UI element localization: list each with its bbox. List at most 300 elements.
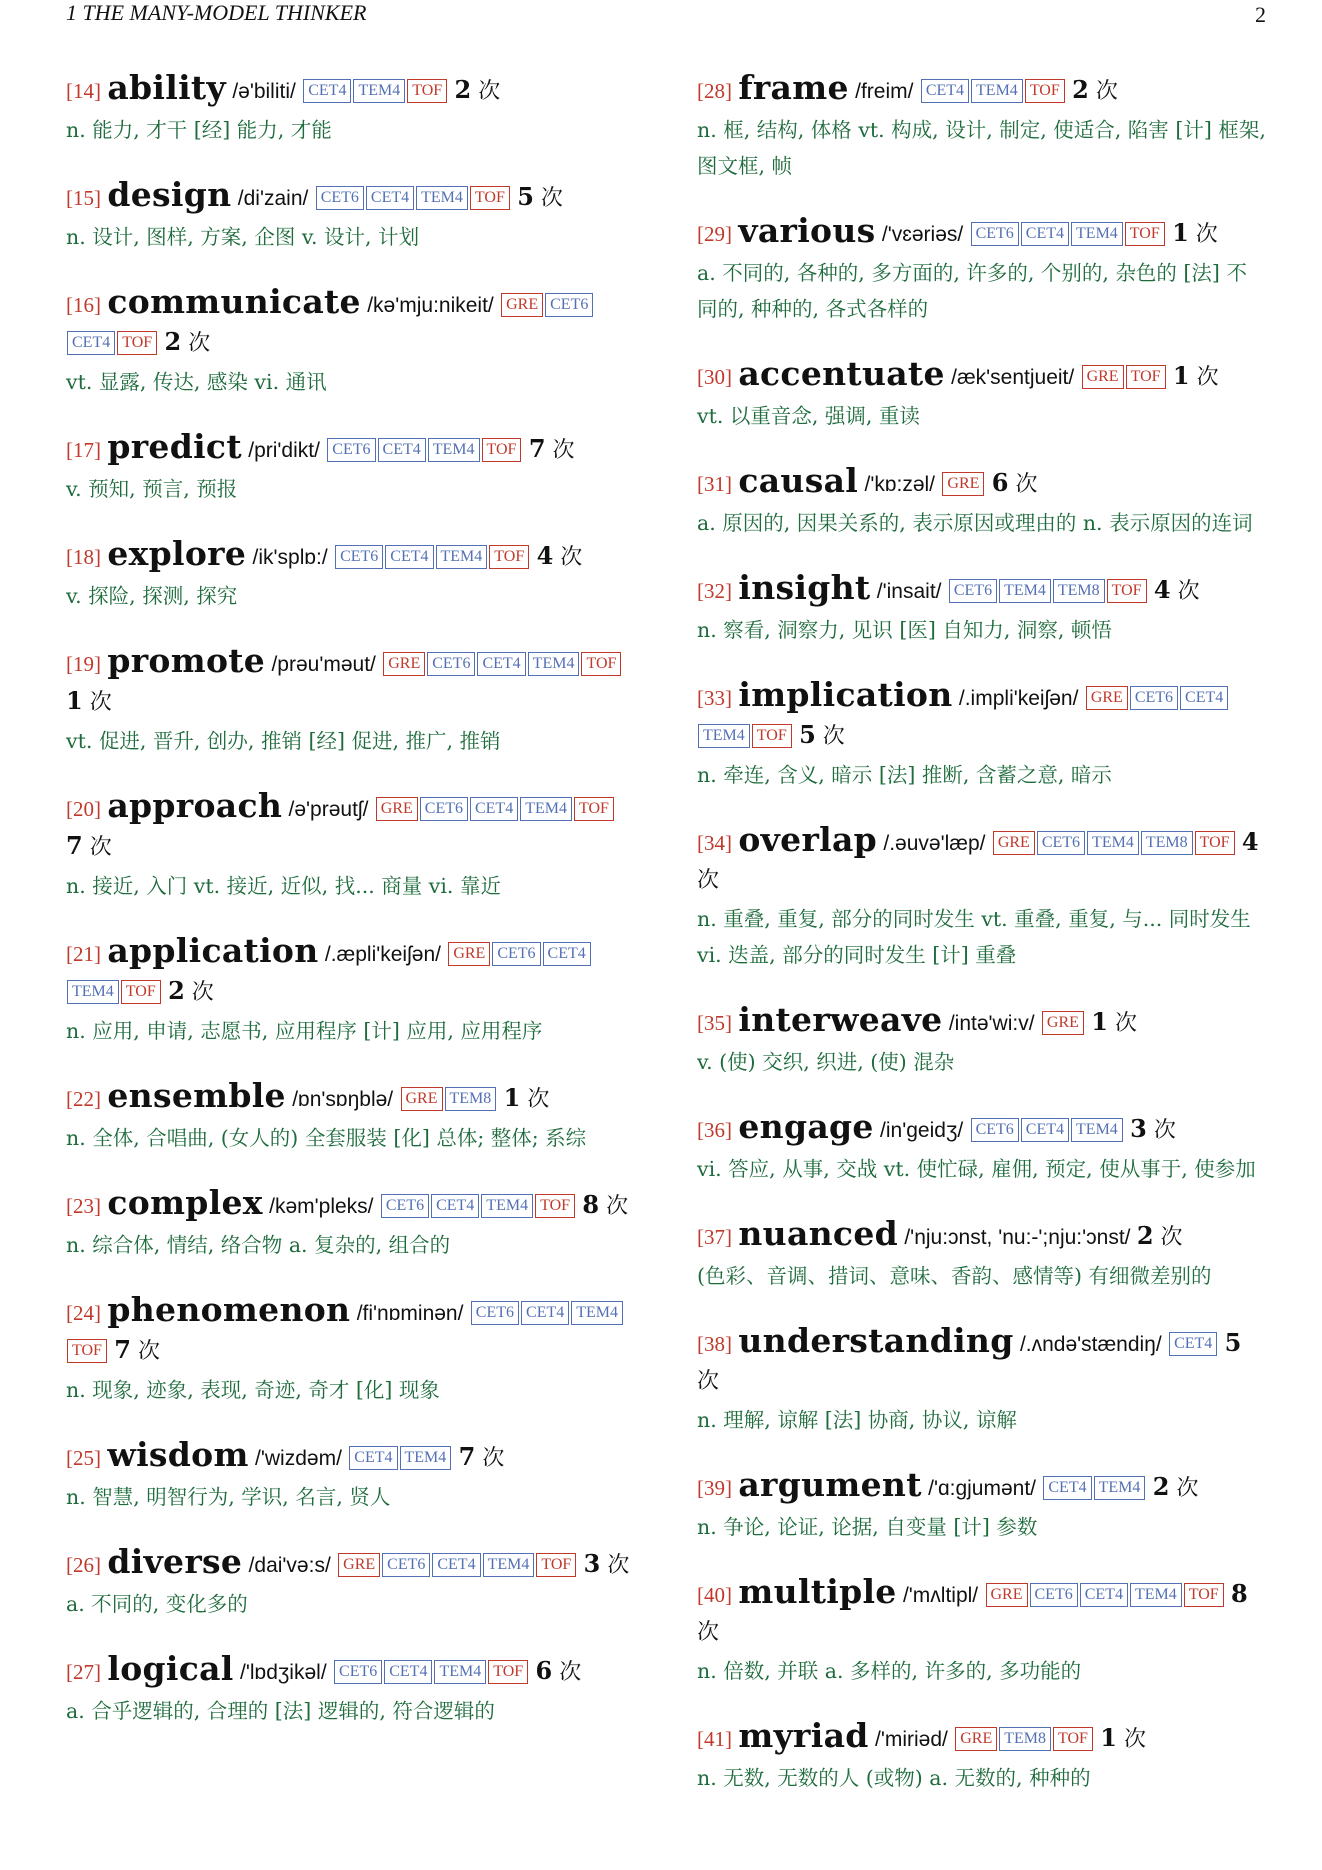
exam-tag: TOF — [117, 331, 157, 355]
entry-index: [36] — [697, 1118, 732, 1142]
frequency — [1153, 575, 1200, 604]
frequency-unit: 次 — [482, 1446, 505, 1471]
exam-tag: TEM4 — [971, 79, 1023, 103]
entry-headline — [66, 284, 636, 362]
entry-headline — [697, 1467, 1267, 1507]
entry-headline — [697, 1216, 1267, 1256]
frequency-unit: 次 — [697, 1620, 720, 1645]
headword: myriad — [738, 1716, 869, 1755]
phonetic: /prəu'məut/ — [271, 653, 376, 676]
frequency-unit: 次 — [540, 186, 563, 211]
exam-tag: TEM4 — [520, 797, 572, 821]
definition: n. 设计, 图样, 方案, 企图 v. 设计, 计划 — [66, 225, 420, 249]
frequency — [536, 541, 583, 570]
frequency-count: 7 — [528, 434, 546, 463]
vocab-entry — [66, 1292, 636, 1408]
frequency — [114, 1335, 161, 1364]
exam-tag: TOF — [1125, 222, 1165, 246]
definition: n. 综合体, 情结, 络合物 a. 复杂的, 组合的 — [66, 1233, 451, 1257]
phonetic: /in'geidʒ/ — [880, 1119, 964, 1142]
frequency-unit: 次 — [1124, 1727, 1147, 1752]
frequency-count: 5 — [799, 720, 816, 749]
definition: (色彩、音调、措词、意味、香韵、感情等) 有细微差别的 — [697, 1264, 1212, 1288]
exam-tag: GRE — [1082, 365, 1124, 389]
headword: argument — [738, 1465, 922, 1504]
frequency-count: 7 — [458, 1442, 476, 1471]
exam-tag: GRE — [401, 1087, 443, 1111]
exam-tag: CET6 — [427, 652, 475, 676]
entry-index: [41] — [697, 1727, 732, 1751]
frequency-count: 8 — [582, 1190, 600, 1219]
entry-headline — [66, 1078, 636, 1118]
frequency-count: 1 — [1100, 1723, 1117, 1752]
definition: n. 重叠, 重复, 部分的同时发生 vt. 重叠, 重复, 与... 同时发生 vi. 迭盖, 部分的同时发生 [计] 重叠 — [697, 907, 1251, 967]
frequency-count: 8 — [1231, 1579, 1248, 1608]
exam-tag: GRE — [376, 797, 418, 821]
entry-index: [31] — [697, 472, 732, 496]
exam-tag: CET6 — [545, 293, 593, 317]
entry-headline — [66, 1292, 636, 1370]
exam-tag: TEM4 — [1130, 1583, 1182, 1607]
exam-tag: GRE — [955, 1727, 997, 1751]
exam-tag: TOF — [1107, 579, 1147, 603]
phonetic: /.impli'keiʃən/ — [958, 687, 1079, 710]
exam-tag: CET6 — [316, 186, 364, 210]
phonetic: /.ʌndə'stændiŋ/ — [1019, 1333, 1162, 1356]
exam-tag: CET6 — [382, 1553, 430, 1577]
entry-headline — [66, 788, 636, 866]
definition: n. 理解, 谅解 [法] 协商, 协议, 谅解 — [697, 1408, 1017, 1432]
frequency-unit: 次 — [1196, 365, 1219, 390]
exam-tag: TEM4 — [528, 652, 580, 676]
frequency-unit: 次 — [822, 724, 845, 749]
entry-headline — [697, 1323, 1267, 1400]
vocab-entry — [66, 643, 636, 759]
exam-tag: GRE — [501, 293, 543, 317]
exam-tag: CET6 — [971, 222, 1019, 246]
frequency — [1130, 1114, 1176, 1143]
phonetic: /kə'mju:nikeit/ — [367, 294, 494, 317]
definition: vi. 答应, 从事, 交战 vt. 使忙碌, 雇佣, 预定, 使从事于, 使参加 — [697, 1157, 1256, 1181]
headword: implication — [738, 675, 953, 714]
phonetic: /ɒn'sɒŋblə/ — [292, 1088, 394, 1111]
frequency — [454, 75, 501, 104]
exam-tag: TEM4 — [481, 1194, 533, 1218]
entry-index: [23] — [66, 1194, 101, 1218]
entry-index: [20] — [66, 797, 101, 821]
exam-tag: CET4 — [921, 79, 969, 103]
frequency-count: 1 — [66, 686, 83, 715]
exam-tag: TEM4 — [353, 79, 405, 103]
vocab-entry — [697, 1216, 1267, 1294]
exam-tag: CET4 — [1169, 1332, 1217, 1356]
headword: understanding — [738, 1321, 1014, 1360]
exam-tag: CET6 — [1130, 686, 1178, 710]
definition: n. 牵连, 含义, 暗示 [法] 推断, 含蓄之意, 暗示 — [697, 763, 1112, 787]
headword: various — [738, 211, 876, 250]
frequency — [458, 1442, 505, 1471]
vocab-entry — [66, 1078, 636, 1156]
entry-index: [14] — [66, 79, 101, 103]
vocab-entry — [697, 1109, 1267, 1187]
exam-tag: CET4 — [378, 438, 426, 462]
exam-tag: TEM4 — [400, 1446, 452, 1470]
vocab-entry — [697, 1467, 1267, 1545]
frequency-count: 7 — [114, 1335, 131, 1364]
exam-tag: TOF — [752, 724, 792, 748]
headword: diverse — [107, 1542, 243, 1581]
frequency-unit: 次 — [478, 79, 501, 104]
definition: a. 原因的, 因果关系的, 表示原因或理由的 n. 表示原因的连词 — [697, 511, 1253, 535]
vocab-entry — [66, 429, 636, 507]
exam-tag: CET4 — [477, 652, 525, 676]
exam-tag: TOF — [489, 545, 529, 569]
definition: n. 争论, 论证, 论据, 自变量 [计] 参数 — [697, 1515, 1038, 1539]
frequency — [66, 686, 112, 715]
exam-tag: CET4 — [521, 1301, 569, 1325]
running-header — [66, 0, 1266, 30]
entry-headline — [66, 1185, 636, 1225]
headword: insight — [738, 568, 871, 607]
exam-tag: TEM4 — [67, 980, 119, 1004]
exam-tag: CET6 — [1030, 1583, 1078, 1607]
phonetic: /.əuvə'læp/ — [883, 832, 986, 855]
exam-tag: GRE — [383, 652, 425, 676]
frequency-count: 5 — [517, 182, 534, 211]
exam-tag: TOF — [470, 186, 510, 210]
entry-index: [16] — [66, 293, 101, 317]
exam-tag: TEM4 — [416, 186, 468, 210]
definition: vt. 促进, 晋升, 创办, 推销 [经] 促进, 推广, 推销 — [66, 729, 501, 753]
entry-headline — [66, 429, 636, 469]
definition: vt. 以重音念, 强调, 重读 — [697, 404, 920, 428]
vocab-entry — [66, 1544, 636, 1622]
exam-tag: CET4 — [1021, 1118, 1069, 1142]
exam-tag: CET4 — [543, 942, 591, 966]
phonetic: /dai'və:s/ — [248, 1554, 331, 1577]
frequency-unit: 次 — [560, 545, 583, 570]
vocab-entry — [697, 463, 1267, 541]
headword: ability — [107, 68, 226, 107]
exam-tag: TOF — [482, 438, 522, 462]
exam-tag: CET6 — [335, 545, 383, 569]
definition: n. 框, 结构, 体格 vt. 构成, 设计, 制定, 使适合, 陷害 [计] 框架, 图文框, 帧 — [697, 118, 1266, 178]
frequency-unit: 次 — [1160, 1225, 1183, 1250]
headword: logical — [107, 1649, 234, 1688]
vocab-entry — [697, 677, 1267, 793]
left-column — [66, 70, 636, 1758]
frequency-count: 6 — [535, 1656, 553, 1685]
exam-tag: TEM8 — [999, 1727, 1051, 1751]
frequency-unit: 次 — [89, 690, 112, 715]
exam-tag: TOF — [1025, 79, 1065, 103]
exam-tag: TEM4 — [436, 545, 488, 569]
phonetic: /'wizdəm/ — [255, 1447, 342, 1470]
entry-index: [37] — [697, 1225, 732, 1249]
exam-tag: CET4 — [1021, 222, 1069, 246]
frequency — [1136, 1221, 1183, 1250]
entry-index: [35] — [697, 1011, 732, 1035]
exam-tag: TOF — [407, 79, 447, 103]
phonetic: /'vɛəriəs/ — [881, 223, 964, 246]
phonetic: /'miriəd/ — [875, 1728, 948, 1751]
definition: a. 合乎逻辑的, 合理的 [法] 逻辑的, 符合逻辑的 — [66, 1699, 495, 1723]
headword: frame — [738, 68, 849, 107]
exam-tag: CET4 — [349, 1446, 397, 1470]
phonetic: /kəm'pleks/ — [269, 1195, 374, 1218]
definition: n. 倍数, 并联 a. 多样的, 许多的, 多功能的 — [697, 1659, 1082, 1683]
exam-tag: CET4 — [470, 797, 518, 821]
frequency-count: 6 — [991, 468, 1009, 497]
entry-index: [26] — [66, 1553, 101, 1577]
vocab-entry — [66, 1185, 636, 1263]
exam-tag: CET4 — [67, 331, 115, 355]
entry-index: [27] — [66, 1660, 101, 1684]
entry-headline — [697, 463, 1267, 503]
entry-index: [34] — [697, 831, 732, 855]
frequency-count: 1 — [1172, 218, 1189, 247]
headword: engage — [738, 1107, 874, 1146]
phonetic: /ik'splɒ:/ — [252, 546, 328, 569]
definition: n. 无数, 无数的人 (或物) a. 无数的, 种种的 — [697, 1766, 1091, 1790]
entry-headline — [697, 1002, 1267, 1042]
frequency-count: 2 — [168, 976, 185, 1005]
headword: approach — [107, 786, 283, 825]
frequency-unit: 次 — [1114, 1011, 1137, 1036]
vocab-entry — [66, 788, 636, 904]
exam-tag: TEM4 — [1071, 1118, 1123, 1142]
exam-tag: TOF — [581, 652, 621, 676]
exam-tag: CET4 — [1180, 686, 1228, 710]
exam-tag: TEM4 — [483, 1553, 535, 1577]
exam-tag: GRE — [1042, 1011, 1084, 1035]
frequency — [168, 976, 214, 1005]
headword: predict — [107, 427, 242, 466]
chapter-title: 1 THE MANY-MODEL THINKER — [66, 0, 367, 25]
exam-tag: CET6 — [949, 579, 997, 603]
entry-index: [25] — [66, 1446, 101, 1470]
frequency-count: 2 — [454, 75, 472, 104]
entry-headline — [697, 822, 1267, 899]
entry-headline — [66, 933, 636, 1011]
definition: v. 预知, 预言, 预报 — [66, 477, 238, 501]
exam-tag: CET4 — [1043, 1476, 1091, 1500]
exam-tag: CET6 — [971, 1118, 1019, 1142]
exam-tag: CET6 — [420, 797, 468, 821]
frequency-unit: 次 — [89, 835, 112, 860]
exam-tag: GRE — [986, 1583, 1028, 1607]
entry-index: [39] — [697, 1476, 732, 1500]
frequency-count: 4 — [1241, 827, 1259, 856]
frequency-unit: 次 — [1095, 79, 1118, 104]
phonetic: /'nju:ɔnst, 'nu:-';nju:'ɔnst/ — [904, 1226, 1131, 1249]
headword: accentuate — [738, 354, 945, 393]
frequency-unit: 次 — [559, 1660, 582, 1685]
entry-index: [19] — [66, 652, 101, 676]
exam-tag: GRE — [993, 831, 1035, 855]
exam-tag: TOF — [1126, 365, 1166, 389]
entry-index: [24] — [66, 1301, 101, 1325]
vocab-entry — [66, 1437, 636, 1515]
vocab-entry — [697, 1718, 1267, 1796]
headword: nuanced — [738, 1214, 898, 1253]
phonetic: /ə'prəutʃ/ — [288, 798, 369, 821]
phonetic: /fi'nɒminən/ — [356, 1302, 464, 1325]
entry-headline — [697, 570, 1267, 610]
vocab-entry — [66, 177, 636, 255]
headword: promote — [107, 641, 266, 680]
entry-index: [17] — [66, 438, 101, 462]
headword: complex — [107, 1183, 263, 1222]
exam-tag: CET4 — [384, 1660, 432, 1684]
frequency — [503, 1083, 550, 1112]
entry-index: [21] — [66, 942, 101, 966]
frequency — [164, 327, 211, 356]
frequency — [528, 434, 575, 463]
headword: multiple — [738, 1572, 897, 1611]
exam-tag: CET4 — [303, 79, 351, 103]
entry-index: [40] — [697, 1583, 732, 1607]
entry-headline — [697, 677, 1267, 755]
page-number: 2 — [1255, 2, 1266, 27]
entry-headline — [697, 356, 1267, 396]
phonetic: /'lɒdʒikəl/ — [240, 1661, 327, 1684]
frequency-count: 4 — [1153, 575, 1171, 604]
entry-index: [18] — [66, 545, 101, 569]
frequency — [535, 1656, 582, 1685]
frequency — [1152, 1472, 1199, 1501]
exam-tag: CET4 — [366, 186, 414, 210]
frequency-unit: 次 — [191, 980, 214, 1005]
vocab-entry — [697, 213, 1267, 327]
entry-headline — [66, 1544, 636, 1584]
entry-headline — [697, 70, 1267, 110]
headword: causal — [738, 461, 859, 500]
entry-index: [29] — [697, 222, 732, 246]
frequency-count: 4 — [536, 541, 554, 570]
frequency — [66, 831, 112, 860]
entry-headline — [66, 177, 636, 217]
vocab-entry — [66, 70, 636, 148]
exam-tag: TOF — [535, 1194, 575, 1218]
frequency-count: 1 — [1091, 1007, 1108, 1036]
frequency-unit: 次 — [1153, 1118, 1176, 1143]
phonetic: /'ɑ:gjumənt/ — [928, 1477, 1037, 1500]
vocab-entry — [66, 284, 636, 400]
phonetic: /'mʌltipl/ — [902, 1584, 979, 1607]
exam-tag: TEM4 — [999, 579, 1051, 603]
headword: wisdom — [107, 1435, 249, 1474]
frequency — [1100, 1723, 1147, 1752]
exam-tag: GRE — [448, 942, 490, 966]
exam-tag: CET4 — [432, 1553, 480, 1577]
phonetic: /freim/ — [855, 80, 914, 103]
frequency — [1172, 361, 1219, 390]
vocab-entry — [697, 1574, 1267, 1689]
vocab-entry — [697, 1323, 1267, 1438]
entry-index: [33] — [697, 686, 732, 710]
definition: v. 探险, 探测, 探究 — [66, 584, 238, 608]
phonetic: /di'zain/ — [237, 187, 309, 210]
phonetic: /'insait/ — [876, 580, 942, 603]
frequency-unit: 次 — [606, 1194, 629, 1219]
definition: a. 不同的, 变化多的 — [66, 1592, 248, 1616]
entry-index: [38] — [697, 1332, 732, 1356]
exam-tag: TEM4 — [698, 724, 750, 748]
exam-tag: CET6 — [381, 1194, 429, 1218]
frequency — [1172, 218, 1218, 247]
vocab-entry — [697, 1002, 1267, 1080]
definition: vt. 显露, 传达, 感染 vi. 通讯 — [66, 370, 327, 394]
entry-index: [32] — [697, 579, 732, 603]
definition: n. 应用, 申请, 志愿书, 应用程序 [计] 应用, 应用程序 — [66, 1019, 543, 1043]
frequency-count: 3 — [583, 1549, 601, 1578]
exam-tag: TOF — [488, 1660, 528, 1684]
phonetic: /ə'biliti/ — [232, 80, 296, 103]
exam-tag: TEM4 — [1087, 831, 1139, 855]
vocab-entry — [697, 70, 1267, 184]
exam-tag: CET4 — [431, 1194, 479, 1218]
exam-tag: TEM4 — [434, 1660, 486, 1684]
headword: overlap — [738, 820, 878, 859]
exam-tag: TEM8 — [1053, 579, 1105, 603]
entry-index: [22] — [66, 1087, 101, 1111]
phonetic: /.æpli'keiʃən/ — [324, 943, 441, 966]
frequency — [517, 182, 563, 211]
frequency — [1072, 75, 1118, 104]
exam-tag: CET6 — [327, 438, 375, 462]
frequency-count: 3 — [1130, 1114, 1147, 1143]
entry-index: [28] — [697, 79, 732, 103]
frequency-count: 2 — [1072, 75, 1089, 104]
frequency-unit: 次 — [607, 1553, 630, 1578]
frequency-count: 1 — [503, 1083, 521, 1112]
headword: interweave — [738, 1000, 943, 1039]
frequency-unit: 次 — [1176, 1476, 1199, 1501]
entry-index: [15] — [66, 186, 101, 210]
vocab-entry — [66, 1651, 636, 1729]
entry-headline — [697, 1109, 1267, 1149]
headword: explore — [107, 534, 247, 573]
right-column — [697, 70, 1267, 1825]
headword: phenomenon — [107, 1290, 351, 1329]
exam-tag: CET6 — [334, 1660, 382, 1684]
frequency — [1091, 1007, 1137, 1036]
definition: n. 智慧, 明智行为, 学识, 名言, 贤人 — [66, 1485, 391, 1509]
exam-tag: TEM4 — [428, 438, 480, 462]
frequency-unit: 次 — [697, 1369, 720, 1394]
headword: communicate — [107, 282, 361, 321]
frequency — [583, 1549, 630, 1578]
frequency-unit: 次 — [697, 868, 720, 893]
vocab-entry — [697, 570, 1267, 648]
entry-headline — [697, 213, 1267, 253]
entry-headline — [66, 1437, 636, 1477]
headword: ensemble — [107, 1076, 286, 1115]
entry-index: [30] — [697, 365, 732, 389]
exam-tag: TEM4 — [1094, 1476, 1146, 1500]
exam-tag: GRE — [338, 1553, 380, 1577]
exam-tag: GRE — [942, 472, 984, 496]
frequency-unit: 次 — [552, 438, 575, 463]
exam-tag: TEM4 — [571, 1301, 623, 1325]
vocab-entry — [697, 822, 1267, 973]
exam-tag: CET6 — [471, 1301, 519, 1325]
frequency — [582, 1190, 629, 1219]
phonetic: /'kɒ:zəl/ — [864, 473, 936, 496]
definition: n. 全体, 合唱曲, (女人的) 全套服装 [化] 总体; 整体; 系综 — [66, 1126, 587, 1150]
entry-headline — [66, 1651, 636, 1691]
